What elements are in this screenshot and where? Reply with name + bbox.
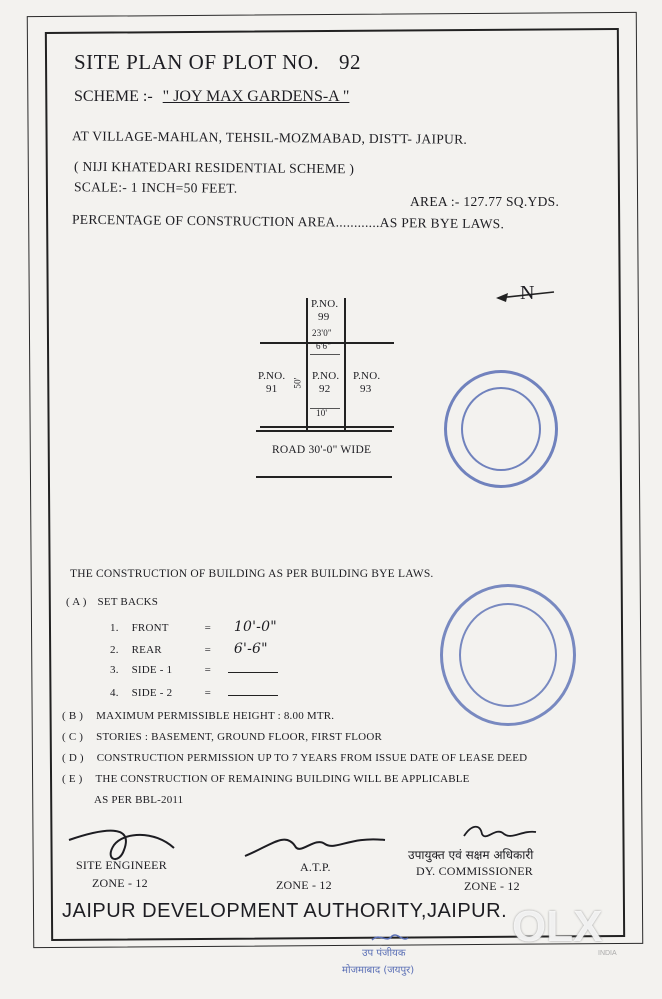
setback-label: REAR	[131, 644, 162, 656]
authority-name: JAIPUR DEVELOPMENT AUTHORITY,JAIPUR.	[62, 900, 508, 922]
setback-value: 10'-0"	[233, 619, 277, 635]
scheme-label: SCHEME :-	[74, 88, 153, 105]
dy-commissioner-label: DY. COMMISSIONER	[416, 864, 534, 878]
official-seal-stamp	[444, 370, 558, 488]
clause-a-label: ( A )	[66, 596, 87, 608]
setbacks-heading	[66, 596, 158, 608]
clause-d	[62, 752, 527, 764]
seal-inner-ring	[459, 603, 557, 707]
clause-d-text: CONSTRUCTION PERMISSION UP TO 7 YEARS FROM ISSUE DATE OF LEASE DEED	[96, 752, 528, 764]
clause-c-label: ( C )	[62, 731, 84, 743]
clause-e-label: ( E )	[62, 773, 83, 785]
plot-91-label: P.NO.	[258, 370, 286, 382]
percentage-line: PERCENTAGE OF CONSTRUCTION AREA............AS PER BYE LAWS.	[71, 211, 505, 232]
scale-line: SCALE:- 1 INCH=50 FEET.	[73, 179, 238, 196]
setback-value: 6'-6"	[233, 641, 268, 657]
clause-e-text: THE CONSTRUCTION OF REMAINING BUILDING WILL BE APPLICABLE	[95, 773, 470, 785]
plot-93-label: P.NO.	[353, 370, 381, 382]
site-engineer-label: SITE ENGINEER	[76, 858, 167, 872]
road-label: ROAD 30'-0" WIDE	[272, 444, 372, 456]
registrar-hindi-line2: मोजमाबाद (जयपुर)	[342, 965, 415, 976]
front-boundary-line	[260, 426, 394, 428]
plot-number: 92	[338, 50, 361, 74]
north-label: N	[520, 282, 535, 304]
site-plan-title	[74, 50, 361, 75]
plot-99-label: P.NO.	[311, 298, 339, 310]
setback-label: FRONT	[131, 622, 169, 634]
atp-label: A.T.P.	[300, 860, 331, 874]
plot-92-left-boundary	[306, 298, 308, 430]
scheme-line	[74, 88, 349, 106]
atp-zone: ZONE - 12	[276, 878, 332, 892]
road-bottom-line	[256, 476, 392, 478]
olx-watermark-sub: INDIA	[598, 950, 617, 957]
clause-e	[62, 773, 470, 785]
clause-b-text: MAXIMUM PERMISSIBLE HEIGHT : 8.00 MTR.	[96, 710, 335, 722]
width-dimension: 23'0"	[312, 328, 332, 338]
setback-number: 3.	[110, 664, 119, 676]
construction-heading: THE CONSTRUCTION OF BUILDING AS PER BUILDING BYE LAWS.	[70, 568, 434, 580]
setback-number: 2.	[110, 644, 119, 656]
dy-commissioner-zone: ZONE - 12	[464, 879, 520, 893]
scheme-type-line: ( NIJI KHATEDARI RESIDENTIAL SCHEME )	[73, 158, 355, 177]
clause-a-text: SET BACKS	[97, 596, 159, 608]
setback-equals: =	[204, 664, 211, 676]
area-line: AREA :- 127.77 SQ.YDS.	[410, 194, 560, 209]
setback-blank-line	[228, 672, 278, 673]
setback-row	[110, 664, 278, 676]
setback-number: 4.	[110, 687, 119, 699]
title-text: SITE PLAN OF PLOT NO.	[74, 50, 320, 74]
plot-92-right-boundary	[344, 298, 346, 430]
plot-99-number: 99	[318, 311, 330, 323]
clause-c	[62, 731, 382, 743]
seal-inner-ring	[461, 387, 541, 471]
setback-blank-line	[228, 695, 278, 696]
setback-equals: =	[204, 622, 211, 634]
signature-scribble-icon	[460, 820, 540, 846]
setback-row	[110, 687, 278, 699]
scheme-name: " JOY MAX GARDENS-A "	[162, 88, 350, 105]
front-dimension: 10'	[316, 408, 328, 418]
setback-row	[110, 641, 268, 657]
clause-d-label: ( D )	[62, 752, 84, 764]
plot-92-number: 92	[319, 383, 331, 395]
setback-equals: =	[204, 687, 211, 699]
clause-c-text: STORIES : BASEMENT, GROUND FLOOR, FIRST FLOOR	[96, 731, 382, 743]
signature-scribble-icon	[370, 930, 410, 946]
setback-label: SIDE - 2	[131, 687, 173, 699]
setback-label: SIDE - 1	[131, 664, 173, 676]
plot-91-number: 91	[266, 383, 278, 395]
setback-number: 1.	[110, 622, 119, 634]
hindi-designation: उपायुक्त एवं सक्षम अधिकारी	[408, 848, 534, 862]
location-line: AT VILLAGE-MAHLAN, TEHSIL-MOZMABAD, DISTT- JAIPUR.	[71, 128, 468, 147]
plot-93-number: 93	[360, 383, 372, 395]
plot-92-label: P.NO.	[312, 370, 340, 382]
setback-row	[110, 619, 277, 635]
olx-watermark-logo: OLX	[512, 902, 603, 951]
depth-dimension: 50'	[292, 377, 303, 389]
clause-b	[62, 710, 334, 722]
road-top-line	[256, 430, 392, 432]
setback-equals: =	[204, 644, 211, 656]
official-seal-stamp	[440, 584, 576, 726]
rear-setback-line	[310, 354, 340, 355]
clause-b-label: ( B )	[62, 710, 84, 722]
site-engineer-zone: ZONE - 12	[92, 876, 148, 890]
registrar-hindi-line1: उप पंजीयक	[362, 948, 406, 959]
rear-dimension: 6'6"	[316, 341, 332, 351]
clause-e-text-continued: AS PER BBL-2011	[94, 794, 184, 806]
